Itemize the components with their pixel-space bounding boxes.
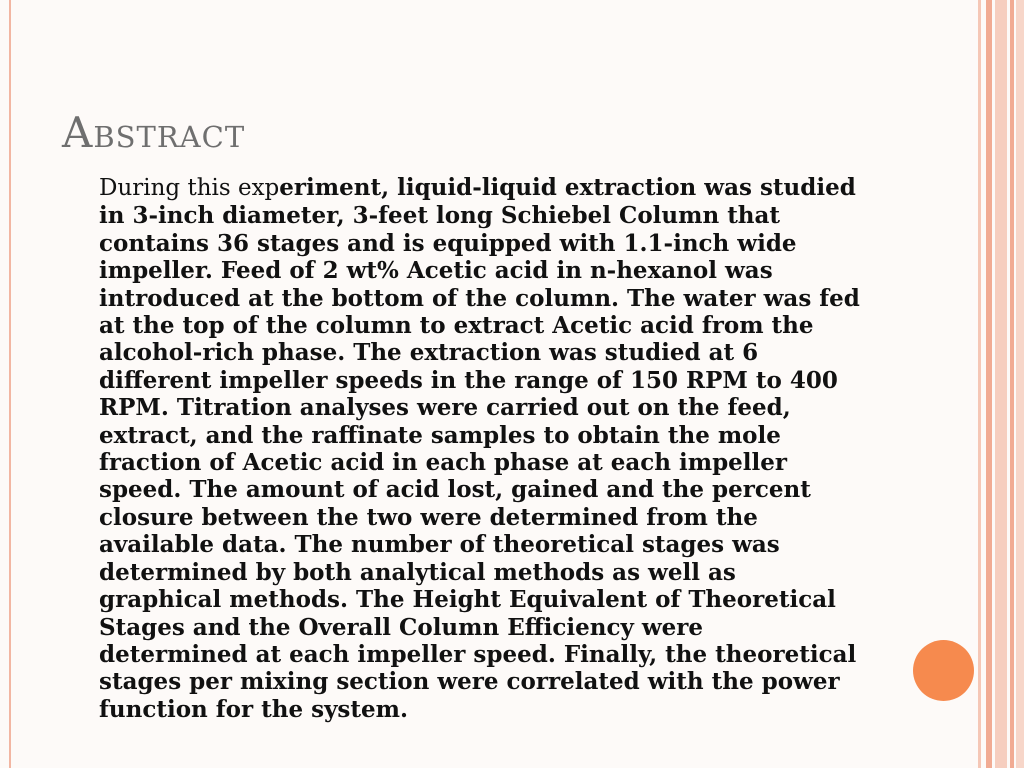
abstract-line: graphical methods. The Height Equivalent of Theoretical xyxy=(99,586,836,614)
abstract-line: function for the system. xyxy=(99,695,408,723)
abstract-line: RPM. Titration analyses were carried out on the feed, xyxy=(99,394,791,422)
abstract-line: impeller. Feed of 2 wt% Acetic acid in n-hexanol was xyxy=(99,257,773,285)
abstract-line: Stages and the Overall Column Efficiency were xyxy=(99,613,704,641)
abstract-line xyxy=(99,174,971,202)
right-stripe-2 xyxy=(986,0,992,768)
decorative-orange-circle xyxy=(913,640,974,701)
abstract-line: contains 36 stages and is equipped with 1.1-inch wide xyxy=(99,229,797,257)
abstract-line: determined by both analytical methods as well as xyxy=(99,558,736,586)
right-stripe-5 xyxy=(1016,0,1024,768)
abstract-line: closure between the two were determined from the xyxy=(99,503,758,531)
abstract-line-text: eriment, liquid-liquid extraction was studied xyxy=(279,174,856,201)
abstract-line: at the top of the column to extract Acetic acid from the xyxy=(99,312,814,340)
abstract-line: introduced at the bottom of the column. The water was fed xyxy=(99,284,860,312)
abstract-lead-text: During this exp xyxy=(99,175,280,201)
left-border-line xyxy=(9,0,11,768)
abstract-paragraph xyxy=(99,174,971,723)
abstract-line: stages per mixing section were correlated with the power xyxy=(99,668,840,696)
abstract-line: extract, and the raffinate samples to obtain the mole xyxy=(99,421,781,449)
right-stripe-3 xyxy=(995,0,1007,768)
abstract-line: in 3-inch diameter, 3-feet long Schiebel Column that xyxy=(99,202,781,230)
abstract-line: available data. The number of theoretical stages was xyxy=(99,531,780,559)
abstract-line: speed. The amount of acid lost, gained and the percent xyxy=(99,476,811,504)
right-stripe-4 xyxy=(1010,0,1014,768)
slide-title: Abstract xyxy=(62,108,246,157)
abstract-line: alcohol-rich phase. The extraction was studied at 6 xyxy=(99,339,759,367)
abstract-line: determined at each impeller speed. Finally, the theoretical xyxy=(99,640,857,668)
abstract-line: fraction of Acetic acid in each phase at each impeller xyxy=(99,449,788,477)
right-stripe-1 xyxy=(978,0,981,768)
abstract-line: different impeller speeds in the range of 150 RPM to 400 xyxy=(99,366,838,394)
